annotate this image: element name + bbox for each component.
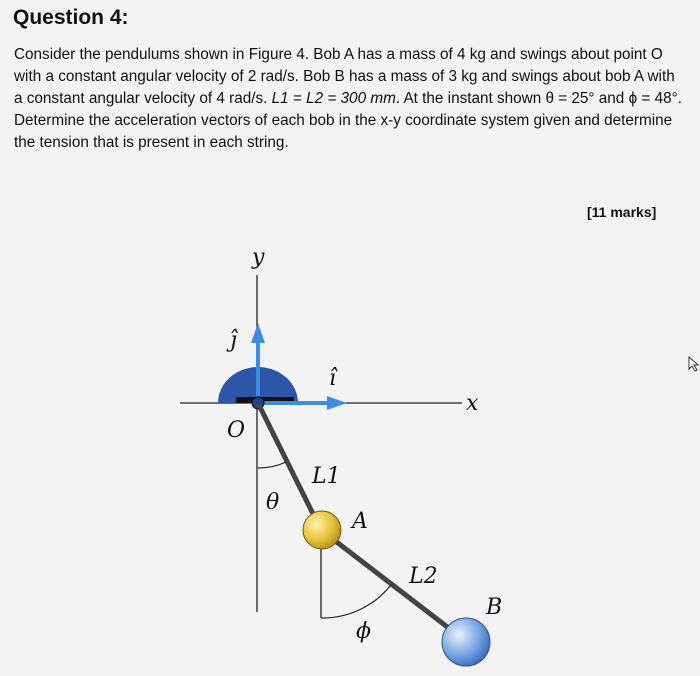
pendulum-figure [0,230,700,676]
bob-b-label: B [486,595,503,620]
question-title: Question 4: [13,6,129,29]
question-text [14,44,684,154]
theta-label: θ [266,490,280,515]
string-lengths: L1 = L2 = 300 mm [271,90,396,107]
j-hat-label: ĵ [230,328,237,353]
L1-label: L1 [312,464,341,489]
i-hat-arrowhead [327,396,347,410]
origin-label: O [227,418,246,443]
y-axis-label: y [252,245,265,270]
x-axis-label: x [466,391,479,416]
L2-label: L2 [409,564,438,589]
question-text-part-2: . At the instant shown θ = 25° and ϕ = 48°. Determine the acceleration vectors of each bob in the x-y coordinate system given and determine the tension that is present in each string. [14,90,682,151]
rod-L2 [321,530,463,639]
phi-arc [321,585,391,618]
question-text-part-1: Consider the pendulums shown in Figure 4. Bob A has a mass of 4 kg and swings about point O with a constant angular velocity of 2 rad/s. Bob B has a mass of 3 kg and swings about bob A with a constant angular velocity of 4 rad/s. [14,46,675,107]
bob-a-label: A [352,509,368,534]
bob-b [442,618,490,666]
phi-label: ϕ [356,619,371,644]
theta-arc [258,462,286,468]
j-hat-arrowhead [251,323,265,343]
i-hat-label: î [329,366,337,391]
marks-label: [11 marks] [587,204,657,220]
bob-a [303,511,341,549]
mouse-cursor-icon [688,356,700,372]
